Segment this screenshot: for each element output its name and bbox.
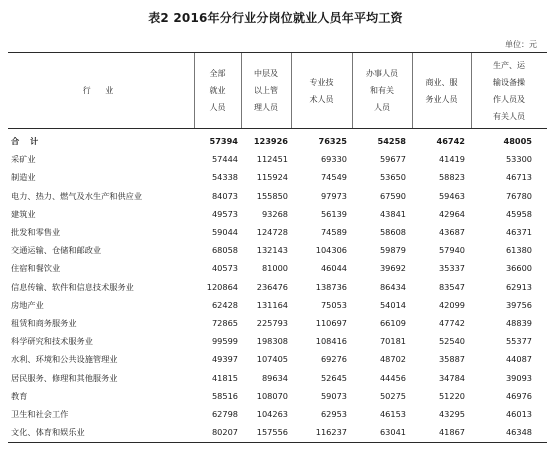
industry-name: 电力、热力、燃气及水生产和供应业 [11, 190, 143, 201]
wage-value: 108070 [256, 390, 288, 401]
wage-value: 39692 [379, 263, 406, 274]
wage-value: 236476 [256, 281, 288, 292]
table-top-rule [8, 52, 547, 53]
wage-value: 44456 [379, 372, 406, 383]
wage-value: 76780 [505, 190, 532, 201]
wage-value: 62798 [211, 409, 238, 419]
table-row [8, 313, 547, 333]
wage-value: 54258 [377, 136, 406, 146]
wage-value: 81000 [261, 263, 288, 274]
industry-name: 制造业 [11, 172, 36, 183]
wage-value: 61380 [505, 245, 532, 256]
table-row [8, 167, 547, 187]
column-header: 专业技 术人员 [309, 77, 334, 104]
industry-name: 批发和零售业 [11, 227, 61, 237]
wage-value: 54014 [379, 299, 406, 310]
wage-value: 57394 [209, 136, 238, 146]
wage-value: 59044 [211, 227, 238, 237]
wage-value: 62428 [211, 299, 238, 310]
table-row [8, 222, 547, 242]
industry-name: 教育 [11, 390, 28, 401]
wage-value: 56139 [320, 208, 347, 219]
wage-value: 123926 [253, 136, 288, 146]
table-row [8, 295, 547, 315]
wage-value: 46371 [505, 227, 532, 237]
column-header: 商业、服 务业人员 [425, 77, 458, 104]
wage-value: 55377 [505, 336, 532, 347]
wage-value: 46713 [505, 172, 532, 183]
table-title: 表2 2016年分行业分岗位就业人员年平均工资 [148, 11, 403, 25]
table-row [8, 368, 547, 388]
wage-value: 40573 [211, 263, 238, 274]
wage-value: 99599 [211, 336, 238, 347]
wage-value: 46742 [436, 136, 465, 146]
wage-value: 35337 [438, 263, 465, 274]
wage-value: 58516 [211, 390, 238, 401]
wage-value: 131164 [256, 299, 288, 310]
wage-value: 58823 [438, 172, 465, 183]
wage-value: 225793 [256, 318, 288, 328]
wage-value: 108416 [315, 336, 347, 347]
table-row [8, 422, 547, 442]
column-header: 全部 就业 人员 [209, 69, 226, 112]
column-header: 中层及 以上管 理人员 [254, 69, 278, 112]
wage-value: 48839 [505, 318, 532, 328]
wage-value: 69330 [320, 154, 347, 165]
wage-value: 52540 [438, 336, 465, 347]
wage-value: 69276 [320, 354, 347, 365]
table-row [8, 331, 547, 351]
wage-value: 50275 [379, 390, 406, 401]
wage-value: 48005 [503, 136, 532, 146]
column-header: 生产、运 输设备操 作人员及 有关人员 [493, 60, 525, 121]
wage-value: 39756 [505, 299, 532, 310]
wage-value: 59463 [438, 190, 465, 201]
wage-value: 36600 [505, 263, 532, 274]
wage-value: 155850 [256, 190, 288, 201]
wage-value: 104263 [256, 409, 288, 419]
wage-value: 59677 [379, 154, 406, 165]
wage-value: 110697 [315, 318, 347, 328]
wage-value: 59879 [379, 245, 406, 256]
total-row [8, 131, 547, 151]
wage-value: 57940 [438, 245, 465, 256]
wage-value: 104306 [315, 245, 347, 256]
wage-value: 84073 [211, 190, 238, 201]
wage-value: 52645 [320, 372, 347, 383]
wage-value: 116237 [315, 427, 347, 438]
industry-name: 卫生和社会工作 [11, 409, 69, 419]
table-row [8, 186, 547, 206]
wage-value: 53650 [379, 172, 406, 183]
wage-value: 41815 [211, 372, 238, 383]
wage-value: 46153 [379, 409, 406, 419]
table-bottom-rule [8, 442, 547, 443]
wage-value: 35887 [438, 354, 465, 365]
wage-value: 41419 [438, 154, 465, 165]
wage-value: 76325 [318, 136, 347, 146]
industry-name: 合 计 [11, 136, 43, 146]
header-bottom-rule [8, 128, 547, 129]
table-row [8, 386, 547, 406]
wage-value: 89634 [261, 372, 288, 383]
wage-value: 43841 [379, 208, 406, 219]
wage-value: 74549 [320, 172, 347, 183]
wage-value: 43687 [438, 227, 465, 237]
wage-value: 138736 [315, 281, 347, 292]
wage-value: 59073 [320, 390, 347, 401]
wage-value: 46348 [505, 427, 532, 438]
industry-name: 居民服务、修理和其他服务业 [11, 372, 118, 383]
wage-value: 49573 [211, 208, 238, 219]
column-header: 行 业 [82, 86, 120, 95]
table-row [8, 258, 547, 278]
wage-value: 107405 [256, 354, 288, 365]
wage-value: 46044 [320, 263, 347, 274]
wage-value: 44087 [505, 354, 532, 365]
industry-name: 建筑业 [11, 208, 36, 219]
wage-value: 42964 [438, 208, 465, 219]
wage-value: 63041 [379, 427, 406, 438]
wage-value: 51220 [438, 390, 465, 401]
table-row [8, 404, 547, 424]
wage-value: 62913 [505, 281, 532, 292]
industry-name: 文化、体育和娱乐业 [11, 427, 85, 438]
industry-name: 住宿和餐饮业 [11, 263, 61, 274]
wage-value: 115924 [256, 172, 288, 183]
wage-value: 75053 [320, 299, 347, 310]
industry-name: 租赁和商务服务业 [11, 318, 77, 328]
wage-value: 39093 [505, 372, 532, 383]
wage-value: 70181 [379, 336, 406, 347]
wage-value: 34784 [438, 372, 465, 383]
wage-value: 132143 [256, 245, 288, 256]
wage-value: 54338 [211, 172, 238, 183]
wage-value: 41867 [438, 427, 465, 438]
wage-value: 48702 [379, 354, 406, 365]
wage-value: 45958 [505, 208, 532, 219]
table-row [8, 349, 547, 369]
wage-value: 62953 [320, 409, 347, 419]
wage-value: 43295 [438, 409, 465, 419]
wage-value: 66109 [379, 318, 406, 328]
wage-value: 83547 [438, 281, 465, 292]
industry-name: 信息传输、软件和信息技术服务业 [11, 281, 134, 292]
wage-value: 47742 [438, 318, 465, 328]
wage-value: 93268 [261, 208, 288, 219]
wage-value: 46013 [505, 409, 532, 419]
unit-label: 单位：元 [505, 40, 537, 49]
wage-value: 53300 [505, 154, 532, 165]
table-row [8, 204, 547, 224]
wage-value: 157556 [256, 427, 288, 438]
wage-value: 46976 [505, 390, 532, 401]
column-header: 办事人员 和有关 人员 [366, 69, 398, 112]
industry-name: 房地产业 [11, 299, 44, 310]
table-row [8, 277, 547, 297]
wage-value: 42099 [438, 299, 465, 310]
wage-value: 72865 [211, 318, 238, 328]
wage-value: 80207 [211, 427, 238, 438]
industry-name: 科学研究和技术服务业 [11, 336, 93, 347]
wage-value: 86434 [379, 281, 406, 292]
wage-value: 49397 [211, 354, 238, 365]
wage-value: 68058 [211, 245, 238, 256]
industry-name: 水利、环境和公共设施管理业 [11, 354, 118, 365]
industry-name: 交通运输、仓储和邮政业 [11, 245, 102, 256]
wage-value: 57444 [211, 154, 238, 165]
wage-value: 74589 [320, 227, 347, 237]
wage-value: 58608 [379, 227, 406, 237]
wage-value: 67590 [379, 190, 406, 201]
table-row [8, 240, 547, 260]
wage-value: 97973 [320, 190, 347, 201]
table-row [8, 149, 547, 169]
wage-value: 124728 [256, 227, 288, 237]
wage-value: 198308 [256, 336, 288, 347]
industry-name: 采矿业 [11, 154, 36, 165]
wage-value: 120864 [206, 281, 238, 292]
wage-value: 112451 [256, 154, 288, 165]
